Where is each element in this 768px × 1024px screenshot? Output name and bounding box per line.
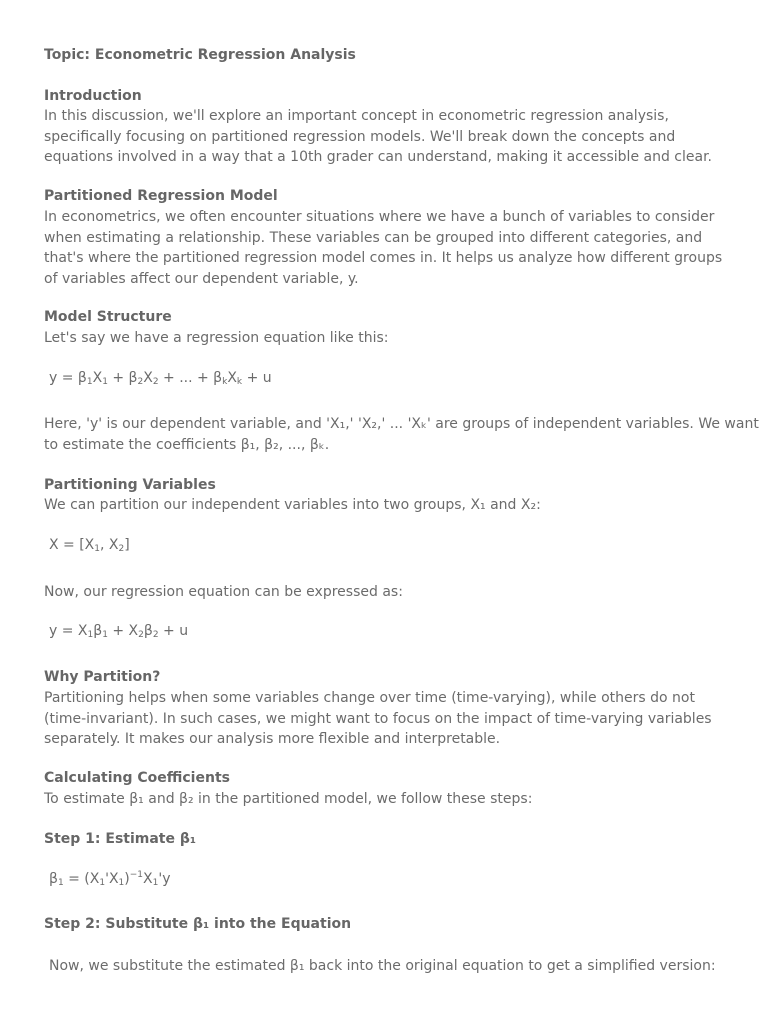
introduction-paragraph: In this discussion, we'll explore an important concept in econometric regression analysis, specifically focusing on partitioned regression models. We'll break down the concepts and equations involved in a way that a 10th grader can understand, making it accessible and clear.	[44, 108, 712, 165]
partitioned-expression-text: Now, our regression equation can be expressed as:	[44, 584, 403, 600]
model-structure-heading: Model Structure	[44, 309, 172, 325]
model-structure-explanation-line2: to estimate the coefficients β₁, β₂, ..., βₖ.	[44, 437, 330, 453]
calculating-coefficients-text: To estimate β₁ and β₂ in the partitioned model, we follow these steps:	[44, 791, 533, 807]
calculating-coefficients-heading: Calculating Coefficients	[44, 770, 230, 786]
step2-heading: Step 2: Substitute β₁ into the Equation	[44, 916, 352, 932]
model-structure-intro: Let's say we have a regression equation like this:	[44, 330, 389, 346]
partitioned-regression-equation: $y = X_1\beta_1 + X_2\beta_2 + u$	[49, 623, 189, 640]
why-partition-heading: Why Partition?	[44, 669, 161, 685]
topic-title: Topic: Econometric Regression Analysis	[44, 47, 356, 63]
model-structure-explanation-line1: Here, 'y' is our dependent variable, and 'X₁,' 'X₂,' ... 'Xₖ' are groups of independent variables. We want	[44, 416, 759, 432]
step2-text: Now, we substitute the estimated β₁ back into the original equation to get a simplified version:	[49, 958, 716, 974]
partitioning-variables-text: We can partition our independent variables into two groups, X₁ and X₂:	[44, 497, 541, 513]
partitioned-model-paragraph: In econometrics, we often encounter situations where we have a bunch of variables to consider when estimating a relationship. These variables can be grouped into different categories, and that's where the partitioned regression model comes in. It helps us analyze how different groups of variables affect our dependent variable, y.	[44, 209, 723, 287]
step1-heading: Step 1: Estimate β₁	[44, 831, 197, 847]
why-partition-paragraph: Partitioning helps when some variables change over time (time-varying), while others do not (time-invariant). In such cases, we might want to focus on the impact of time-varying variables separately. It makes our analysis more flexible and interpretable.	[44, 690, 712, 747]
introduction-heading: Introduction	[44, 88, 142, 104]
general-regression-equation: $y = \beta_1X_1 + \beta_2X_2$ + ... + $\beta_kX_k + u$	[49, 370, 272, 387]
partitioning-variables-heading: Partitioning Variables	[44, 477, 216, 493]
partition-matrix-equation: $X = [X_1$, $X_2$]	[49, 537, 130, 554]
partitioned-model-heading: Partitioned Regression Model	[44, 188, 278, 204]
beta1-estimate-equation: $\beta_1 = (X_1'X_1)^{-1}X_1'y$	[49, 870, 171, 888]
